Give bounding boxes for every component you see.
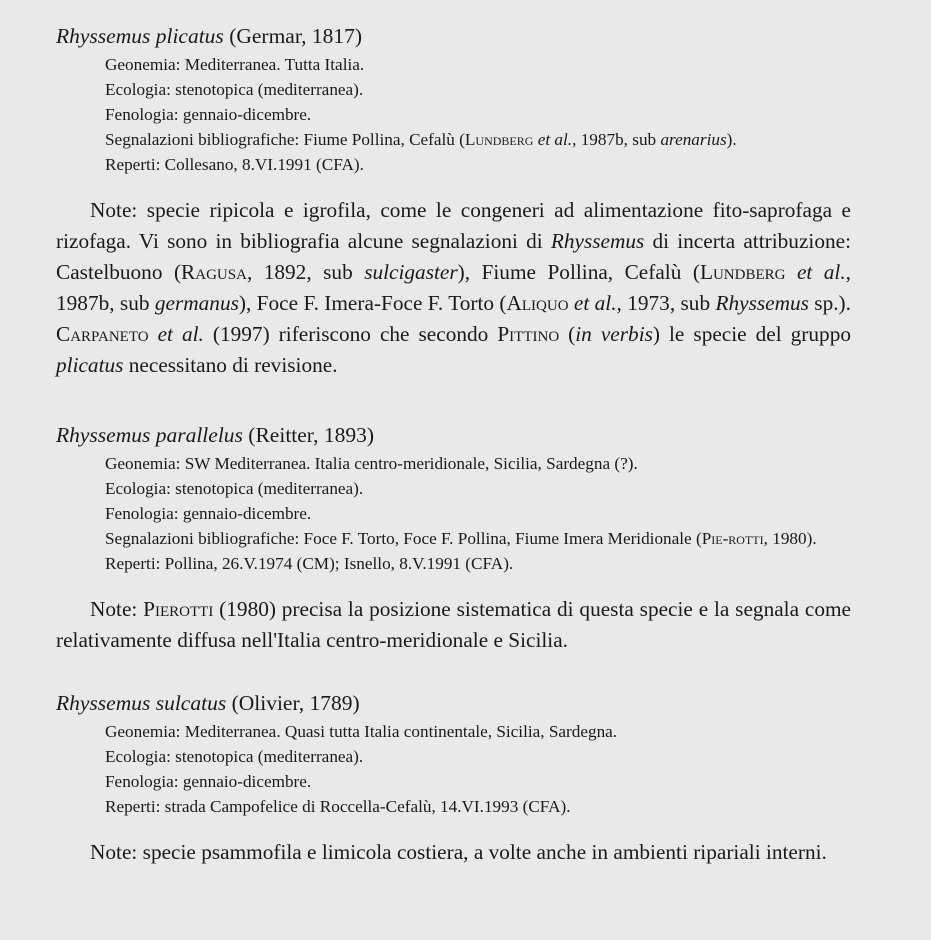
species-heading <box>56 22 851 50</box>
note-label: Note: <box>90 597 138 622</box>
detail-text: , 1987b, sub <box>572 130 661 150</box>
section-gap <box>56 656 851 689</box>
detail-text: ). <box>726 130 737 150</box>
note-text: specie ripicola e igrofila, come le congeneri ad alimentazione fito-saprofaga e rizofaga. Vi sono in bibliografia alcune segnalazioni di <box>56 198 851 254</box>
detail-segnalazioni <box>105 127 851 152</box>
detail-ecologia <box>105 744 851 769</box>
note-text: specie psammofila e limicola costiera, a volte anche in ambienti ripariali interni. <box>142 840 827 865</box>
detail-fenologia <box>105 102 851 127</box>
species-entry-rhyssemus-sulcatus <box>56 689 851 868</box>
detail-label: Fenologia: <box>105 504 179 524</box>
citation-author: Ragusa <box>181 260 247 285</box>
detail-label: Reperti: <box>105 155 161 175</box>
citation-etal: et al. <box>573 291 617 316</box>
detail-label: Reperti: <box>105 797 161 817</box>
detail-label: Segnalazioni bibliografiche: <box>105 130 300 150</box>
note-text: (1980) precisa la posizione sistematica di questa specie e la segnala come relativamente diffusa nell'Italia centro-meridionale e Sicilia. <box>56 597 851 653</box>
detail-label: Geonemia: <box>105 55 181 75</box>
detail-label: Fenologia: <box>105 105 179 125</box>
note-text: ), Fiume Pollina, Cefalù ( <box>457 260 700 285</box>
detail-text: Collesano, 8.VI.1991 (CFA). <box>164 155 364 175</box>
note-text: necessitano di revisione. <box>123 352 338 377</box>
citation-author: Lundberg <box>464 130 534 150</box>
detail-label: Geonemia: <box>105 722 181 742</box>
note-text: , 1892, sub <box>246 260 365 285</box>
detail-text: Mediterranea. Tutta Italia. <box>184 55 365 75</box>
citation-author: Aliquo <box>506 291 569 316</box>
section-gap <box>56 381 851 421</box>
detail-text: gennaio-dicembre. <box>182 105 312 125</box>
note-taxon: plicatus <box>56 352 124 377</box>
note-text: di incerta attribuzione: Castelbuono ( <box>56 229 851 285</box>
species-name: Rhyssemus sulcatus <box>56 690 227 715</box>
detail-geonemia <box>105 52 851 77</box>
species-note <box>56 837 851 868</box>
citation-author: Pierotti <box>143 597 214 622</box>
species-heading <box>56 421 851 449</box>
citation-author: Pie-rotti <box>701 529 764 549</box>
detail-label: Ecologia: <box>105 80 171 100</box>
species-authority: (Reitter, 1893) <box>248 422 375 447</box>
species-heading <box>56 689 851 717</box>
species-detail-list <box>56 719 851 819</box>
note-text: ) le specie del gruppo <box>652 321 851 346</box>
species-authority: (Olivier, 1789) <box>231 690 360 715</box>
species-name: Rhyssemus parallelus <box>56 422 243 447</box>
species-note <box>56 195 851 380</box>
detail-text: strada Campofelice di Roccella-Cefalù, 14.VI.1993 (CFA). <box>164 797 571 817</box>
species-detail-list <box>56 451 851 576</box>
detail-reperti <box>105 551 851 576</box>
detail-text: stenotopica (mediterranea). <box>175 80 364 100</box>
note-taxon: Rhyssemus <box>715 291 809 316</box>
detail-text: SW Mediterranea. Italia centro-meridionale, Sicilia, Sardegna (?). <box>184 454 638 474</box>
detail-reperti <box>105 794 851 819</box>
note-latin: in verbis <box>575 321 653 346</box>
note-taxon: sulcigaster <box>364 260 458 285</box>
citation-etal: et al. <box>157 321 204 346</box>
detail-text: Mediterranea. Quasi tutta Italia continentale, Sicilia, Sardegna. <box>184 722 618 742</box>
species-authority: (Germar, 1817) <box>229 24 363 48</box>
species-entry-rhyssemus-parallelus <box>56 421 851 656</box>
species-name: Rhyssemus plicatus <box>56 24 224 48</box>
detail-label: Fenologia: <box>105 772 179 792</box>
detail-reperti <box>105 152 851 177</box>
note-label: Note: <box>90 198 138 223</box>
detail-ecologia <box>105 476 851 501</box>
detail-label: Reperti: <box>105 554 161 574</box>
detail-geonemia <box>105 451 851 476</box>
detail-label: Ecologia: <box>105 479 171 499</box>
detail-text: gennaio-dicembre. <box>182 504 312 524</box>
citation-author: Carpaneto <box>56 321 149 346</box>
species-entry-rhyssemus-plicatus <box>56 22 851 381</box>
detail-label: Segnalazioni bibliografiche: <box>105 529 300 549</box>
citation-etal: et al. <box>796 260 846 285</box>
detail-label: Ecologia: <box>105 747 171 767</box>
citation-author: Lundberg <box>699 260 786 285</box>
citation-author: Pittino <box>497 321 560 346</box>
citation-taxon: arenarius <box>660 130 727 150</box>
detail-text: Foce F. Torto, Foce F. Pollina, Fiume Imera Meridionale ( <box>303 529 702 549</box>
detail-text: gennaio-dicembre. <box>182 772 312 792</box>
detail-text: Pollina, 26.V.1974 (CM); Isnello, 8.V.1991 (CFA). <box>164 554 514 574</box>
note-taxon: Rhyssemus <box>550 229 645 254</box>
note-text: sp.). <box>808 291 851 316</box>
detail-ecologia <box>105 77 851 102</box>
detail-label: Geonemia: <box>105 454 181 474</box>
species-detail-list <box>56 52 851 177</box>
species-note <box>56 594 851 656</box>
note-taxon: germanus <box>154 291 239 316</box>
note-text: (1997) riferiscono che secondo <box>203 321 498 346</box>
detail-text: stenotopica (mediterranea). <box>175 479 364 499</box>
detail-fenologia <box>105 769 851 794</box>
detail-geonemia <box>105 719 851 744</box>
detail-text: stenotopica (mediterranea). <box>175 747 364 767</box>
note-text: , 1973, sub <box>616 291 716 316</box>
detail-segnalazioni <box>56 526 851 551</box>
detail-text: Fiume Pollina, Cefalù ( <box>303 130 465 150</box>
note-text: , 1987b, sub <box>56 260 851 316</box>
note-label: Note: <box>90 840 138 865</box>
note-text: ), Foce F. Imera-Foce F. Torto ( <box>238 291 507 316</box>
detail-text: , 1980). <box>763 529 817 549</box>
citation-etal: et al. <box>537 130 573 150</box>
note-text: ( <box>559 321 576 346</box>
detail-fenologia <box>105 501 851 526</box>
